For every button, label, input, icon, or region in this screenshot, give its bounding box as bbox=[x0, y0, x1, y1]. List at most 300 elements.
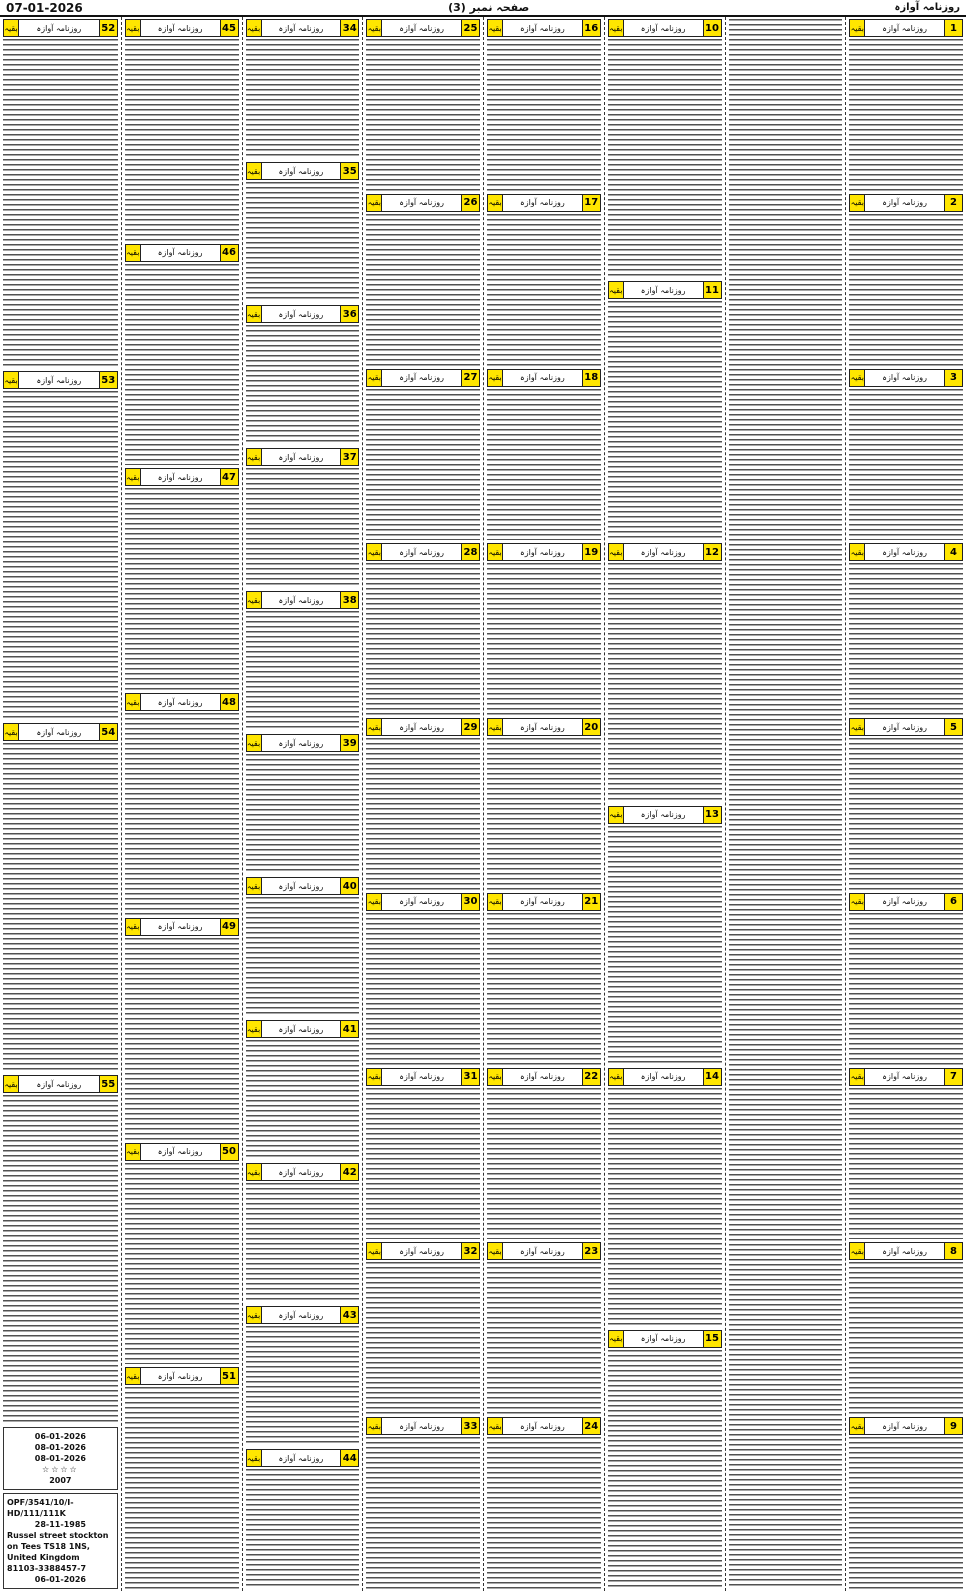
story-header bbox=[487, 1242, 601, 1260]
story-number: 25 bbox=[461, 20, 479, 36]
story-text bbox=[608, 39, 722, 278]
story-header bbox=[487, 893, 601, 911]
story-label: روزنامہ آوازہ bbox=[278, 595, 324, 605]
story-number: 20 bbox=[582, 719, 600, 735]
story-block bbox=[849, 1068, 963, 1240]
story-header bbox=[125, 19, 239, 37]
story-label: روزنامہ آوازہ bbox=[520, 23, 565, 33]
story-block bbox=[487, 19, 601, 191]
story-block bbox=[487, 1417, 601, 1589]
story-label: روزنامہ آوازہ bbox=[278, 881, 324, 891]
news-columns bbox=[0, 17, 966, 1591]
news-column bbox=[725, 17, 846, 1591]
story-block bbox=[849, 1242, 963, 1414]
story-number: 30 bbox=[461, 894, 479, 910]
story-label: روزنامہ آوازہ bbox=[882, 547, 927, 557]
story-block bbox=[849, 718, 963, 890]
story-block bbox=[366, 1417, 480, 1589]
story-label: روزنامہ آوازہ bbox=[278, 23, 324, 33]
story-label: روزنامہ آوازہ bbox=[640, 547, 686, 557]
story-block bbox=[246, 877, 360, 1017]
story-block bbox=[246, 1163, 360, 1303]
story-tag: بقیہ bbox=[126, 1368, 141, 1384]
story-header bbox=[3, 371, 118, 389]
story-block bbox=[608, 19, 722, 278]
story-label: روزنامہ آوازہ bbox=[36, 375, 82, 385]
story-number: 22 bbox=[582, 1069, 600, 1085]
story-header bbox=[366, 718, 480, 736]
story-block bbox=[3, 371, 118, 720]
story-tag: بقیہ bbox=[609, 1069, 624, 1085]
story-tag: بقیہ bbox=[247, 1307, 262, 1323]
notice-date: 08-01-2026 bbox=[34, 1443, 86, 1452]
story-tag: بقیہ bbox=[367, 719, 382, 735]
story-number: 27 bbox=[461, 370, 479, 386]
story-tag: بقیہ bbox=[367, 894, 382, 910]
story-text bbox=[246, 325, 360, 445]
story-header bbox=[849, 718, 963, 736]
story-block bbox=[849, 194, 963, 366]
story-number: 23 bbox=[582, 1243, 600, 1259]
issue-date: 07-01-2026 bbox=[6, 0, 83, 15]
story-label: روزنامہ آوازہ bbox=[278, 1167, 324, 1177]
story-text bbox=[246, 182, 360, 302]
story-tag: بقیہ bbox=[850, 719, 865, 735]
story-text bbox=[849, 738, 963, 890]
story-tag: بقیہ bbox=[247, 306, 262, 322]
story-header bbox=[608, 543, 722, 561]
story-label: روزنامہ آوازہ bbox=[157, 23, 203, 33]
story-text bbox=[366, 913, 480, 1065]
story-number: 51 bbox=[220, 1368, 238, 1384]
story-tag: بقیہ bbox=[367, 544, 382, 560]
story-number: 8 bbox=[944, 1243, 962, 1259]
story-text bbox=[366, 39, 480, 191]
story-text bbox=[246, 1040, 360, 1160]
page-number: صفحہ نمبر (3) bbox=[448, 1, 530, 14]
story-header bbox=[125, 468, 239, 486]
notice-date: 06-01-2026 bbox=[34, 1432, 86, 1441]
story-text bbox=[487, 39, 601, 191]
story-block bbox=[729, 19, 843, 1589]
story-number: 41 bbox=[340, 1021, 358, 1037]
notice-date: 08-01-2026 bbox=[34, 1454, 86, 1463]
story-header bbox=[849, 543, 963, 561]
story-header bbox=[246, 591, 360, 609]
story-tag: بقیہ bbox=[850, 1243, 865, 1259]
story-number: 16 bbox=[582, 20, 600, 36]
story-label: روزنامہ آوازہ bbox=[157, 472, 203, 482]
story-block bbox=[366, 718, 480, 890]
story-block bbox=[246, 162, 360, 302]
story-number: 45 bbox=[220, 20, 238, 36]
story-text bbox=[487, 1088, 601, 1240]
story-header bbox=[246, 1449, 360, 1467]
story-number: 53 bbox=[99, 372, 117, 388]
story-number: 50 bbox=[220, 1144, 238, 1160]
story-label: روزنامہ آوازہ bbox=[520, 373, 565, 383]
story-tag: بقیہ bbox=[247, 1164, 262, 1180]
story-text bbox=[849, 1262, 963, 1414]
legal-notice bbox=[3, 1493, 118, 1589]
story-text bbox=[608, 301, 722, 540]
story-text bbox=[366, 738, 480, 890]
story-header bbox=[849, 194, 963, 212]
story-number: 48 bbox=[220, 694, 238, 710]
story-block bbox=[3, 723, 118, 1072]
story-block bbox=[246, 734, 360, 874]
story-number: 13 bbox=[703, 807, 721, 823]
story-header bbox=[3, 19, 118, 37]
story-block bbox=[608, 806, 722, 1065]
story-label: روزنامہ آوازہ bbox=[157, 697, 203, 707]
story-label: روزنامہ آوازہ bbox=[278, 1453, 324, 1463]
story-label: روزنامہ آوازہ bbox=[278, 1310, 324, 1320]
notice-year: 2007 bbox=[49, 1476, 72, 1485]
story-block bbox=[125, 918, 239, 1140]
story-text bbox=[246, 754, 360, 874]
story-text bbox=[487, 389, 601, 541]
story-number: 49 bbox=[220, 919, 238, 935]
story-header bbox=[608, 281, 722, 299]
news-column bbox=[0, 17, 121, 1591]
story-text bbox=[849, 913, 963, 1065]
story-tag: بقیہ bbox=[367, 1243, 382, 1259]
notice-date: 28-11-1985 bbox=[34, 1520, 86, 1529]
story-tag: بقیہ bbox=[609, 20, 624, 36]
story-number: 14 bbox=[703, 1069, 721, 1085]
story-text bbox=[849, 563, 963, 715]
story-text bbox=[608, 1088, 722, 1327]
story-number: 52 bbox=[99, 20, 117, 36]
story-block bbox=[125, 1143, 239, 1365]
story-block bbox=[608, 281, 722, 540]
story-tag: بقیہ bbox=[609, 544, 624, 560]
news-column bbox=[362, 17, 483, 1591]
story-block bbox=[246, 1020, 360, 1160]
story-block bbox=[366, 369, 480, 541]
story-block bbox=[246, 448, 360, 588]
story-header bbox=[246, 1020, 360, 1038]
story-label: روزنامہ آوازہ bbox=[278, 166, 324, 176]
news-column bbox=[242, 17, 363, 1591]
story-header bbox=[246, 1163, 360, 1181]
story-number: 17 bbox=[582, 195, 600, 211]
story-tag: بقیہ bbox=[367, 20, 382, 36]
story-tag: بقیہ bbox=[367, 370, 382, 386]
story-block bbox=[125, 244, 239, 466]
story-label: روزنامہ آوازہ bbox=[399, 547, 444, 557]
story-number: 26 bbox=[461, 195, 479, 211]
story-block bbox=[608, 543, 722, 802]
story-number: 24 bbox=[582, 1418, 600, 1434]
story-block bbox=[125, 19, 239, 241]
story-label: روزنامہ آوازہ bbox=[520, 1421, 565, 1431]
story-text bbox=[246, 897, 360, 1017]
story-label: روزنامہ آوازہ bbox=[399, 198, 444, 208]
story-header bbox=[849, 19, 963, 37]
story-text bbox=[246, 1183, 360, 1303]
story-label: روزنامہ آوازہ bbox=[882, 198, 927, 208]
story-label: روزنامہ آوازہ bbox=[520, 897, 565, 907]
story-tag: بقیہ bbox=[247, 163, 262, 179]
story-text bbox=[366, 389, 480, 541]
story-tag: بقیہ bbox=[850, 894, 865, 910]
story-label: روزنامہ آوازہ bbox=[640, 1072, 686, 1082]
story-number: 18 bbox=[582, 370, 600, 386]
story-number: 54 bbox=[99, 724, 117, 740]
story-block bbox=[487, 1068, 601, 1240]
story-number: 4 bbox=[944, 544, 962, 560]
story-number: 34 bbox=[340, 20, 358, 36]
story-tag: بقیہ bbox=[609, 282, 624, 298]
story-header bbox=[487, 19, 601, 37]
notice-address: Russel street stockton on Tees TS18 1NS, United Kingdom bbox=[7, 1531, 109, 1562]
story-tag: بقیہ bbox=[367, 1069, 382, 1085]
story-block bbox=[125, 693, 239, 915]
story-label: روزنامہ آوازہ bbox=[882, 897, 927, 907]
story-header bbox=[608, 1330, 722, 1348]
story-tag: بقیہ bbox=[126, 1144, 141, 1160]
story-header bbox=[608, 1068, 722, 1086]
story-header bbox=[849, 1242, 963, 1260]
story-block bbox=[849, 1417, 963, 1589]
story-text bbox=[487, 738, 601, 890]
story-number: 46 bbox=[220, 245, 238, 261]
story-tag: بقیہ bbox=[609, 807, 624, 823]
story-tag: بقیہ bbox=[488, 370, 503, 386]
story-text bbox=[608, 1350, 722, 1589]
story-tag: بقیہ bbox=[4, 372, 19, 388]
story-block bbox=[366, 194, 480, 366]
story-label: روزنامہ آوازہ bbox=[399, 1072, 444, 1082]
story-label: روزنامہ آوازہ bbox=[640, 23, 686, 33]
story-number: 11 bbox=[703, 282, 721, 298]
story-tag: بقیہ bbox=[126, 245, 141, 261]
story-text bbox=[125, 39, 239, 241]
story-text bbox=[125, 713, 239, 915]
story-number: 9 bbox=[944, 1418, 962, 1434]
story-header bbox=[125, 1367, 239, 1385]
story-header bbox=[246, 162, 360, 180]
story-number: 42 bbox=[340, 1164, 358, 1180]
story-label: روزنامہ آوازہ bbox=[278, 738, 324, 748]
story-number: 28 bbox=[461, 544, 479, 560]
story-header bbox=[246, 305, 360, 323]
story-header bbox=[246, 877, 360, 895]
story-number: 7 bbox=[944, 1069, 962, 1085]
story-header bbox=[849, 369, 963, 387]
story-text bbox=[366, 1262, 480, 1414]
story-label: روزنامہ آوازہ bbox=[882, 1421, 927, 1431]
story-block bbox=[849, 543, 963, 715]
story-header bbox=[487, 194, 601, 212]
story-header bbox=[487, 369, 601, 387]
story-text bbox=[487, 913, 601, 1065]
story-tag: بقیہ bbox=[609, 1331, 624, 1347]
story-label: روزنامہ آوازہ bbox=[36, 1079, 82, 1089]
story-label: روزنامہ آوازہ bbox=[882, 373, 927, 383]
story-text bbox=[487, 1437, 601, 1589]
story-header bbox=[366, 543, 480, 561]
story-tag: بقیہ bbox=[367, 1418, 382, 1434]
story-text bbox=[246, 611, 360, 731]
story-header bbox=[849, 1068, 963, 1086]
news-column bbox=[483, 17, 604, 1591]
story-text bbox=[3, 391, 118, 720]
story-text bbox=[125, 1163, 239, 1365]
story-block bbox=[366, 1242, 480, 1414]
story-block bbox=[487, 194, 601, 366]
story-text bbox=[608, 563, 722, 802]
story-text bbox=[125, 1387, 239, 1589]
story-block bbox=[3, 19, 118, 368]
legal-notice bbox=[3, 1427, 118, 1490]
story-label: روزنامہ آوازہ bbox=[520, 547, 565, 557]
story-block bbox=[366, 1068, 480, 1240]
story-label: روزنامہ آوازہ bbox=[399, 373, 444, 383]
story-number: 12 bbox=[703, 544, 721, 560]
story-label: روزنامہ آوازہ bbox=[882, 23, 927, 33]
story-label: روزنامہ آوازہ bbox=[520, 198, 565, 208]
story-label: روزنامہ آوازہ bbox=[520, 1072, 565, 1082]
story-tag: بقیہ bbox=[247, 878, 262, 894]
story-number: 36 bbox=[340, 306, 358, 322]
story-text bbox=[849, 1088, 963, 1240]
story-label: روزنامہ آوازہ bbox=[157, 248, 203, 258]
story-label: روزنامہ آوازہ bbox=[399, 897, 444, 907]
story-label: روزنامہ آوازہ bbox=[520, 1246, 565, 1256]
story-block bbox=[3, 1075, 118, 1424]
story-label: روزنامہ آوازہ bbox=[882, 1072, 927, 1082]
story-text bbox=[246, 1469, 360, 1589]
story-text bbox=[849, 1437, 963, 1589]
story-number: 21 bbox=[582, 894, 600, 910]
story-text bbox=[125, 264, 239, 466]
story-header bbox=[608, 806, 722, 824]
story-block bbox=[849, 369, 963, 541]
story-text bbox=[487, 214, 601, 366]
story-tag: بقیہ bbox=[126, 20, 141, 36]
story-header bbox=[366, 1417, 480, 1435]
story-block bbox=[487, 718, 601, 890]
story-label: روزنامہ آوازہ bbox=[278, 452, 324, 462]
story-text bbox=[3, 1095, 118, 1424]
story-tag: بقیہ bbox=[850, 544, 865, 560]
story-text bbox=[366, 1088, 480, 1240]
story-header bbox=[487, 718, 601, 736]
story-tag: بقیہ bbox=[126, 469, 141, 485]
story-block bbox=[246, 19, 360, 159]
story-header bbox=[849, 893, 963, 911]
story-text bbox=[849, 389, 963, 541]
story-tag: بقیہ bbox=[488, 544, 503, 560]
story-tag: بقیہ bbox=[247, 1021, 262, 1037]
notice-stars: ☆☆☆☆ bbox=[42, 1465, 79, 1474]
story-header bbox=[366, 194, 480, 212]
story-tag: بقیہ bbox=[488, 1069, 503, 1085]
story-number: 1 bbox=[944, 20, 962, 36]
story-text bbox=[366, 214, 480, 366]
story-text bbox=[366, 1437, 480, 1589]
notice-file-no: OPF/3541/10/I-HD/111/111K bbox=[7, 1498, 74, 1518]
story-label: روزنامہ آوازہ bbox=[157, 922, 203, 932]
story-label: روزنامہ آوازہ bbox=[278, 309, 324, 319]
story-number: 19 bbox=[582, 544, 600, 560]
story-header bbox=[487, 543, 601, 561]
story-text bbox=[849, 214, 963, 366]
story-tag: بقیہ bbox=[126, 919, 141, 935]
story-tag: بقیہ bbox=[488, 719, 503, 735]
story-label: روزنامہ آوازہ bbox=[399, 23, 444, 33]
story-number: 32 bbox=[461, 1243, 479, 1259]
story-number: 40 bbox=[340, 878, 358, 894]
story-block bbox=[849, 19, 963, 191]
story-label: روزنامہ آوازہ bbox=[640, 285, 686, 295]
story-tag: بقیہ bbox=[126, 694, 141, 710]
story-number: 43 bbox=[340, 1307, 358, 1323]
story-header bbox=[246, 19, 360, 37]
story-tag: بقیہ bbox=[488, 1418, 503, 1434]
story-block bbox=[366, 543, 480, 715]
story-header bbox=[3, 1075, 118, 1093]
story-block bbox=[487, 543, 601, 715]
story-tag: بقیہ bbox=[488, 1243, 503, 1259]
story-tag: بقیہ bbox=[247, 449, 262, 465]
story-text bbox=[849, 39, 963, 191]
story-label: روزنامہ آوازہ bbox=[399, 1421, 444, 1431]
story-block bbox=[125, 468, 239, 690]
story-header bbox=[3, 723, 118, 741]
story-text bbox=[608, 826, 722, 1065]
masthead bbox=[0, 0, 966, 17]
story-tag: بقیہ bbox=[850, 20, 865, 36]
story-tag: بقیہ bbox=[850, 370, 865, 386]
story-header bbox=[366, 1242, 480, 1260]
story-number: 47 bbox=[220, 469, 238, 485]
story-tag: بقیہ bbox=[488, 20, 503, 36]
story-label: روزنامہ آوازہ bbox=[640, 810, 686, 820]
story-number: 39 bbox=[340, 735, 358, 751]
story-tag: بقیہ bbox=[850, 1069, 865, 1085]
story-header bbox=[487, 1068, 601, 1086]
story-tag: بقیہ bbox=[247, 1450, 262, 1466]
story-number: 31 bbox=[461, 1069, 479, 1085]
story-number: 44 bbox=[340, 1450, 358, 1466]
story-text bbox=[366, 563, 480, 715]
story-block bbox=[608, 1330, 722, 1589]
story-label: روزنامہ آوازہ bbox=[640, 1334, 686, 1344]
story-header bbox=[366, 1068, 480, 1086]
story-label: روزنامہ آوازہ bbox=[36, 727, 82, 737]
story-block bbox=[125, 1367, 239, 1589]
notice-phone: 81103-3388457-7 bbox=[7, 1564, 87, 1573]
story-tag: بقیہ bbox=[4, 20, 19, 36]
story-block bbox=[849, 893, 963, 1065]
story-label: روزنامہ آوازہ bbox=[882, 722, 927, 732]
story-number: 5 bbox=[944, 719, 962, 735]
story-header bbox=[125, 244, 239, 262]
paper-name: روزنامہ آوازہ bbox=[894, 2, 960, 13]
notice-date: 06-01-2026 bbox=[34, 1575, 86, 1584]
story-label: روزنامہ آوازہ bbox=[157, 1147, 203, 1157]
story-block bbox=[246, 591, 360, 731]
story-block bbox=[366, 893, 480, 1065]
story-block bbox=[608, 1068, 722, 1327]
story-number: 29 bbox=[461, 719, 479, 735]
story-label: روزنامہ آوازہ bbox=[520, 722, 565, 732]
story-number: 37 bbox=[340, 449, 358, 465]
